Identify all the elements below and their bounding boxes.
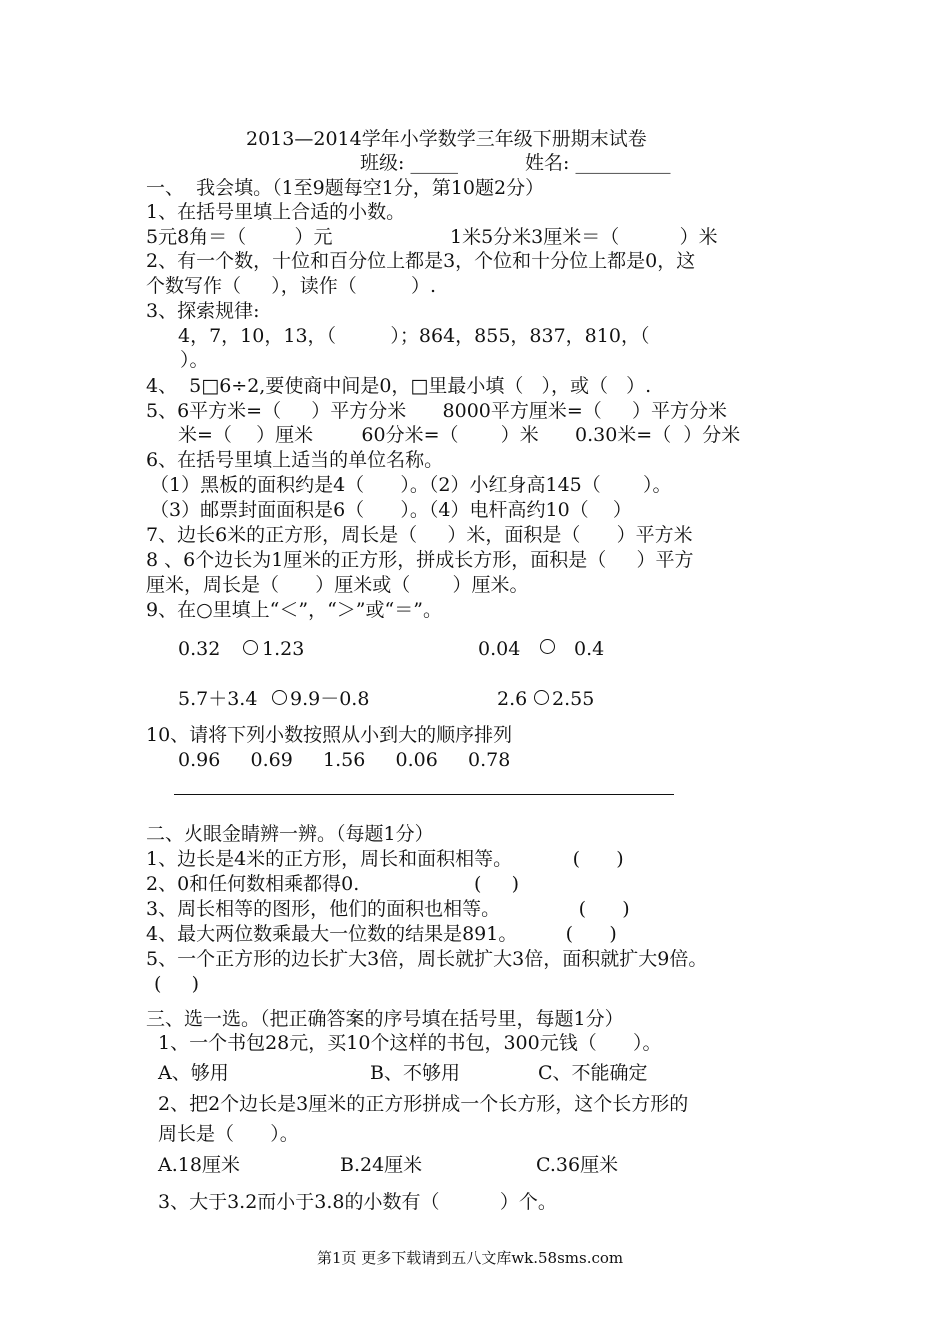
question-3-line2: ）。 xyxy=(180,349,209,371)
compare-b-left: 0.04 xyxy=(478,638,521,660)
question-6b: （3）邮票封面面积是6（ ）。（4）电杆高约10（ ） xyxy=(150,499,632,521)
judge-item-5: 5、一个正方形的边长扩大3倍，周长就扩大3倍，面积就扩大9倍。 xyxy=(146,948,708,970)
page-title: 2013—2014学年小学数学三年级下册期末试卷 xyxy=(246,128,647,150)
question-3-line1: 4，7，10，13，（ ）；864，855，837，810，（ xyxy=(178,325,650,347)
question-2-line2: 个数写作（ ），读作（ ）. xyxy=(146,275,437,297)
compare-b-right: 0.4 xyxy=(574,638,605,660)
question-5-line1: 5、6平方米=（ ）平方分米 8000平方厘米=（ ）平方分米 xyxy=(146,400,728,422)
question-10-numbers: 0.96 0.69 1.56 0.06 0.78 xyxy=(178,749,511,771)
answer-line[interactable] xyxy=(174,794,674,795)
choice-question-1: 1、一个书包28元，买10个这样的书包，300元钱（ ）。 xyxy=(158,1032,662,1054)
name-field: 姓名: __________ xyxy=(525,152,671,174)
question-1a: 5元8角＝（ ）元 xyxy=(146,226,333,248)
choice-2-option-a: A.18厘米 xyxy=(158,1154,240,1176)
compare-c-right: 9.9－0.8 xyxy=(290,688,370,710)
choice-question-3: 3、大于3.2而小于3.8的小数有（ ）个。 xyxy=(158,1191,557,1213)
class-field: 班级: _____ xyxy=(360,152,458,174)
question-1b: 1米5分米3厘米＝（ ）米 xyxy=(450,226,718,248)
question-8-line2: 厘米，周长是（ ）厘米或（ ）厘米。 xyxy=(146,574,529,596)
judge-item-1: 1、边长是4米的正方形，周长和面积相等。 ( ) xyxy=(146,848,624,870)
compare-a-right: 1.23 xyxy=(262,638,305,660)
compare-circle-a[interactable] xyxy=(243,640,258,655)
section1-heading: 一、 我会填。（1至9题每空1分，第10题2分） xyxy=(146,177,545,199)
compare-circle-c[interactable] xyxy=(272,690,287,705)
question-5-line2: 米=（ ）厘米 60分米=（ ）米 0.30米=（ ）分米 xyxy=(178,424,741,446)
section3-heading: 三、选一选。（把正确答案的序号填在括号里，每题1分） xyxy=(146,1008,624,1030)
question-7: 7、边长6米的正方形，周长是（ ）米，面积是（ ）平方米 xyxy=(146,524,693,546)
judge-item-3: 3、周长相等的图形，他们的面积也相等。 ( ) xyxy=(146,898,630,920)
choice-question-2-line2: 周长是（ ）。 xyxy=(158,1123,299,1145)
choice-1-option-b: B、不够用 xyxy=(370,1062,460,1084)
page-footer: 第1页 更多下载请到五八文库wk.58sms.com xyxy=(317,1249,624,1267)
judge-item-2: 2、0和任何数相乘都得0. ( ) xyxy=(146,873,520,895)
question-6a: （1）黑板的面积约是4（ ）。（2）小红身高145（ ）。 xyxy=(150,474,672,496)
choice-question-2-line1: 2、把2个边长是3厘米的正方形拼成一个长方形，这个长方形的 xyxy=(158,1093,689,1115)
compare-circle-b[interactable] xyxy=(540,639,555,654)
question-8-line1: 8 、6个边长为1厘米的正方形，拼成长方形，面积是（ ）平方 xyxy=(146,549,694,571)
compare-circle-d[interactable] xyxy=(534,690,549,705)
question-6: 6、在括号里填上适当的单位名称。 xyxy=(146,449,444,471)
question-10: 10、请将下列小数按照从小到大的顺序排列 xyxy=(146,724,513,746)
choice-2-option-c: C.36厘米 xyxy=(536,1154,619,1176)
section2-heading: 二、火眼金睛辨一辨。（每题1分） xyxy=(146,823,434,845)
compare-d-right: 2.55 xyxy=(552,688,595,710)
choice-1-option-c: C、不能确定 xyxy=(538,1062,648,1084)
compare-c-left: 5.7＋3.4 xyxy=(178,688,258,710)
judge-item-4: 4、最大两位数乘最大一位数的结果是891。 ( ) xyxy=(146,923,617,945)
choice-2-option-b: B.24厘米 xyxy=(340,1154,423,1176)
compare-a-left: 0.32 xyxy=(178,638,221,660)
question-4: 4、 5□6÷2,要使商中间是0，□里最小填（ ），或（ ）. xyxy=(146,375,652,397)
judge-item-5-paren: ( ) xyxy=(154,973,200,995)
question-2-line1: 2、有一个数，十位和百分位上都是3，个位和十分位上都是0，这 xyxy=(146,250,696,272)
question-1: 1、在括号里填上合适的小数。 xyxy=(146,201,406,223)
choice-1-option-a: A、够用 xyxy=(158,1062,229,1084)
compare-d-left: 2.6 xyxy=(497,688,528,710)
question-9: 9、在○里填上“＜”，“＞”或“＝”。 xyxy=(146,599,442,621)
question-3: 3、探索规律: xyxy=(146,300,260,322)
